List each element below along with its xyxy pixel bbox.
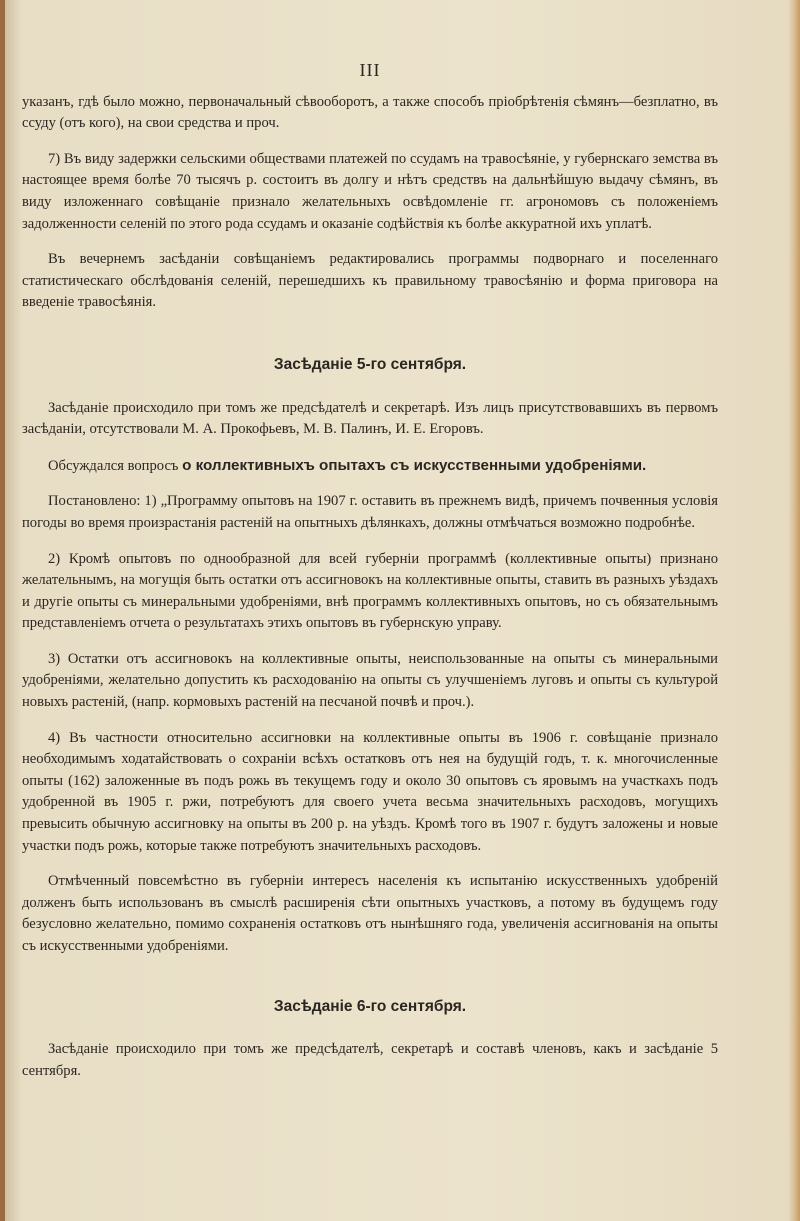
paragraph-item-7: 7) Въ виду задержки сельскими обществами платежей по ссудамъ на травосѣяніе, у губернскаго земства въ настоящее время болѣе 70 тысячъ р. состоитъ въ долгу и нѣтъ средствъ на дальнѣйшую выдачу сѣмянъ, въ виду изложеннаго совѣщаніе признало желательныхъ освѣдомленіе гг. агрономовъ съ положеніемъ задолженности селеній по этого рода ссудамъ и оказаніе содѣйствія къ болѣе аккуратной ихъ уплатѣ. xyxy=(22,150,718,232)
section-heading-sept-6: Засѣданіе 6-го сентября. xyxy=(273,997,467,1015)
topic-lead-text: Обсуждался вопросъ xyxy=(48,457,183,474)
paragraph-evening-session: Въ вечернемъ засѣданіи совѣщаніемъ редактировались программы подворнаго и поселеннаго статистическаго обслѣдованія селеній, перешедшихъ къ правильному травосѣянію и форма приговора на введеніе травосѣянія. xyxy=(22,251,718,311)
paragraph-interest-note: Отмѣченный повсемѣстно въ губерніи интересъ населенія къ испытанію искусственныхъ удобреній долженъ быть использованъ въ смыслѣ расширенія сѣти опытныхъ участковъ, а потому въ будущемъ году безусловно желательно, помимо сохраненія остатковъ отъ нынѣшняго года, увеличенія ассигнованія на опыты съ искусственными удобреніями. xyxy=(22,873,718,954)
page-number: III xyxy=(359,60,381,80)
paragraph-resolution-4: 4) Въ частности относительно ассигновки на коллективные опыты въ 1906 г. совѣщаніе признало необходимымъ ходатайствовать о сохраніи всѣхъ остатковъ отъ нея на будущій годъ, т. к. многочисленные опыты (162) заложенные въ подъ рожь въ текущемъ году и около 30 опытовъ съ яровымъ на участкахъ подъ удобренной въ 1905 г. ржи, потребуютъ для своего учета весьма значительныхъ расходовъ, могущихъ превысить обычную ассигновку на опыты въ 200 р. на уѣздъ. Кромѣ того въ 1907 г. будутъ заложены и новые участки подъ рожь, которые также потребуютъ значительныхъ расходовъ. xyxy=(22,729,718,854)
topic-title: о коллективныхъ опытахъ съ искусственными удобреніями. xyxy=(182,456,647,474)
page-spine-edge xyxy=(0,0,5,1221)
paragraph-resolution-1: Постановлено: 1) „Программу опытовъ на 1907 г. оставить въ прежнемъ видѣ, причемъ почвенныя условія погоды во время произрастанія растеній на опытныхъ дѣлянкахъ, должны отмѣчаться возможно подробнѣе. xyxy=(22,493,718,531)
section-heading-sept-5: Засѣданіе 5-го сентября. xyxy=(273,355,467,373)
paragraph-resolution-2: 2) Кромѣ опытовъ по однообразной для всей губерніи программѣ (коллективные опыты) признано желательнымъ, на могущія быть остатки отъ ассигновокъ на коллективные опыты, ставить въ разныхъ уѣздахъ и другіе опыты съ минеральными удобреніями, внѣ программъ коллективныхъ опытовъ, но съ обязательнымъ представленіемъ отчета о результатахъ этихъ опытовъ въ губернскую управу. xyxy=(22,550,718,632)
page-content xyxy=(22,60,718,1096)
paragraph-continuation: указанъ, гдѣ было можно, первоначальный сѣвооборотъ, а также способъ пріобрѣтенія сѣмянъ—безплатно, въ ссуду (отъ кого), на свои средства и проч. xyxy=(22,93,718,132)
page-right-edge xyxy=(788,0,800,1221)
paragraph-resolution-3: 3) Остатки отъ ассигновокъ на коллективные опыты, неиспользованные на опыты съ минеральными удобреніями, желательно допустить къ расходованію на опыты съ улучшеніемъ луговъ и опыты съ культурой новыхъ растеній, (напр. кормовыхъ растеній на песчаной почвѣ и проч.). xyxy=(22,650,718,711)
paragraph-discussed-topic xyxy=(22,455,718,478)
paragraph-session-6: Засѣданіе происходило при томъ же предсѣдателѣ, секретарѣ и составѣ членовъ, какъ и засѣданіе 5 сентября. xyxy=(22,1041,718,1079)
paragraph-session-attendance: Засѣданіе происходило при томъ же предсѣдателѣ и секретарѣ. Изъ лицъ присутствовавшихъ въ первомъ засѣданіи, отсутствовали М. А. Прокофьевъ, М. В. Палинъ, И. Е. Егоровъ. xyxy=(22,399,718,438)
